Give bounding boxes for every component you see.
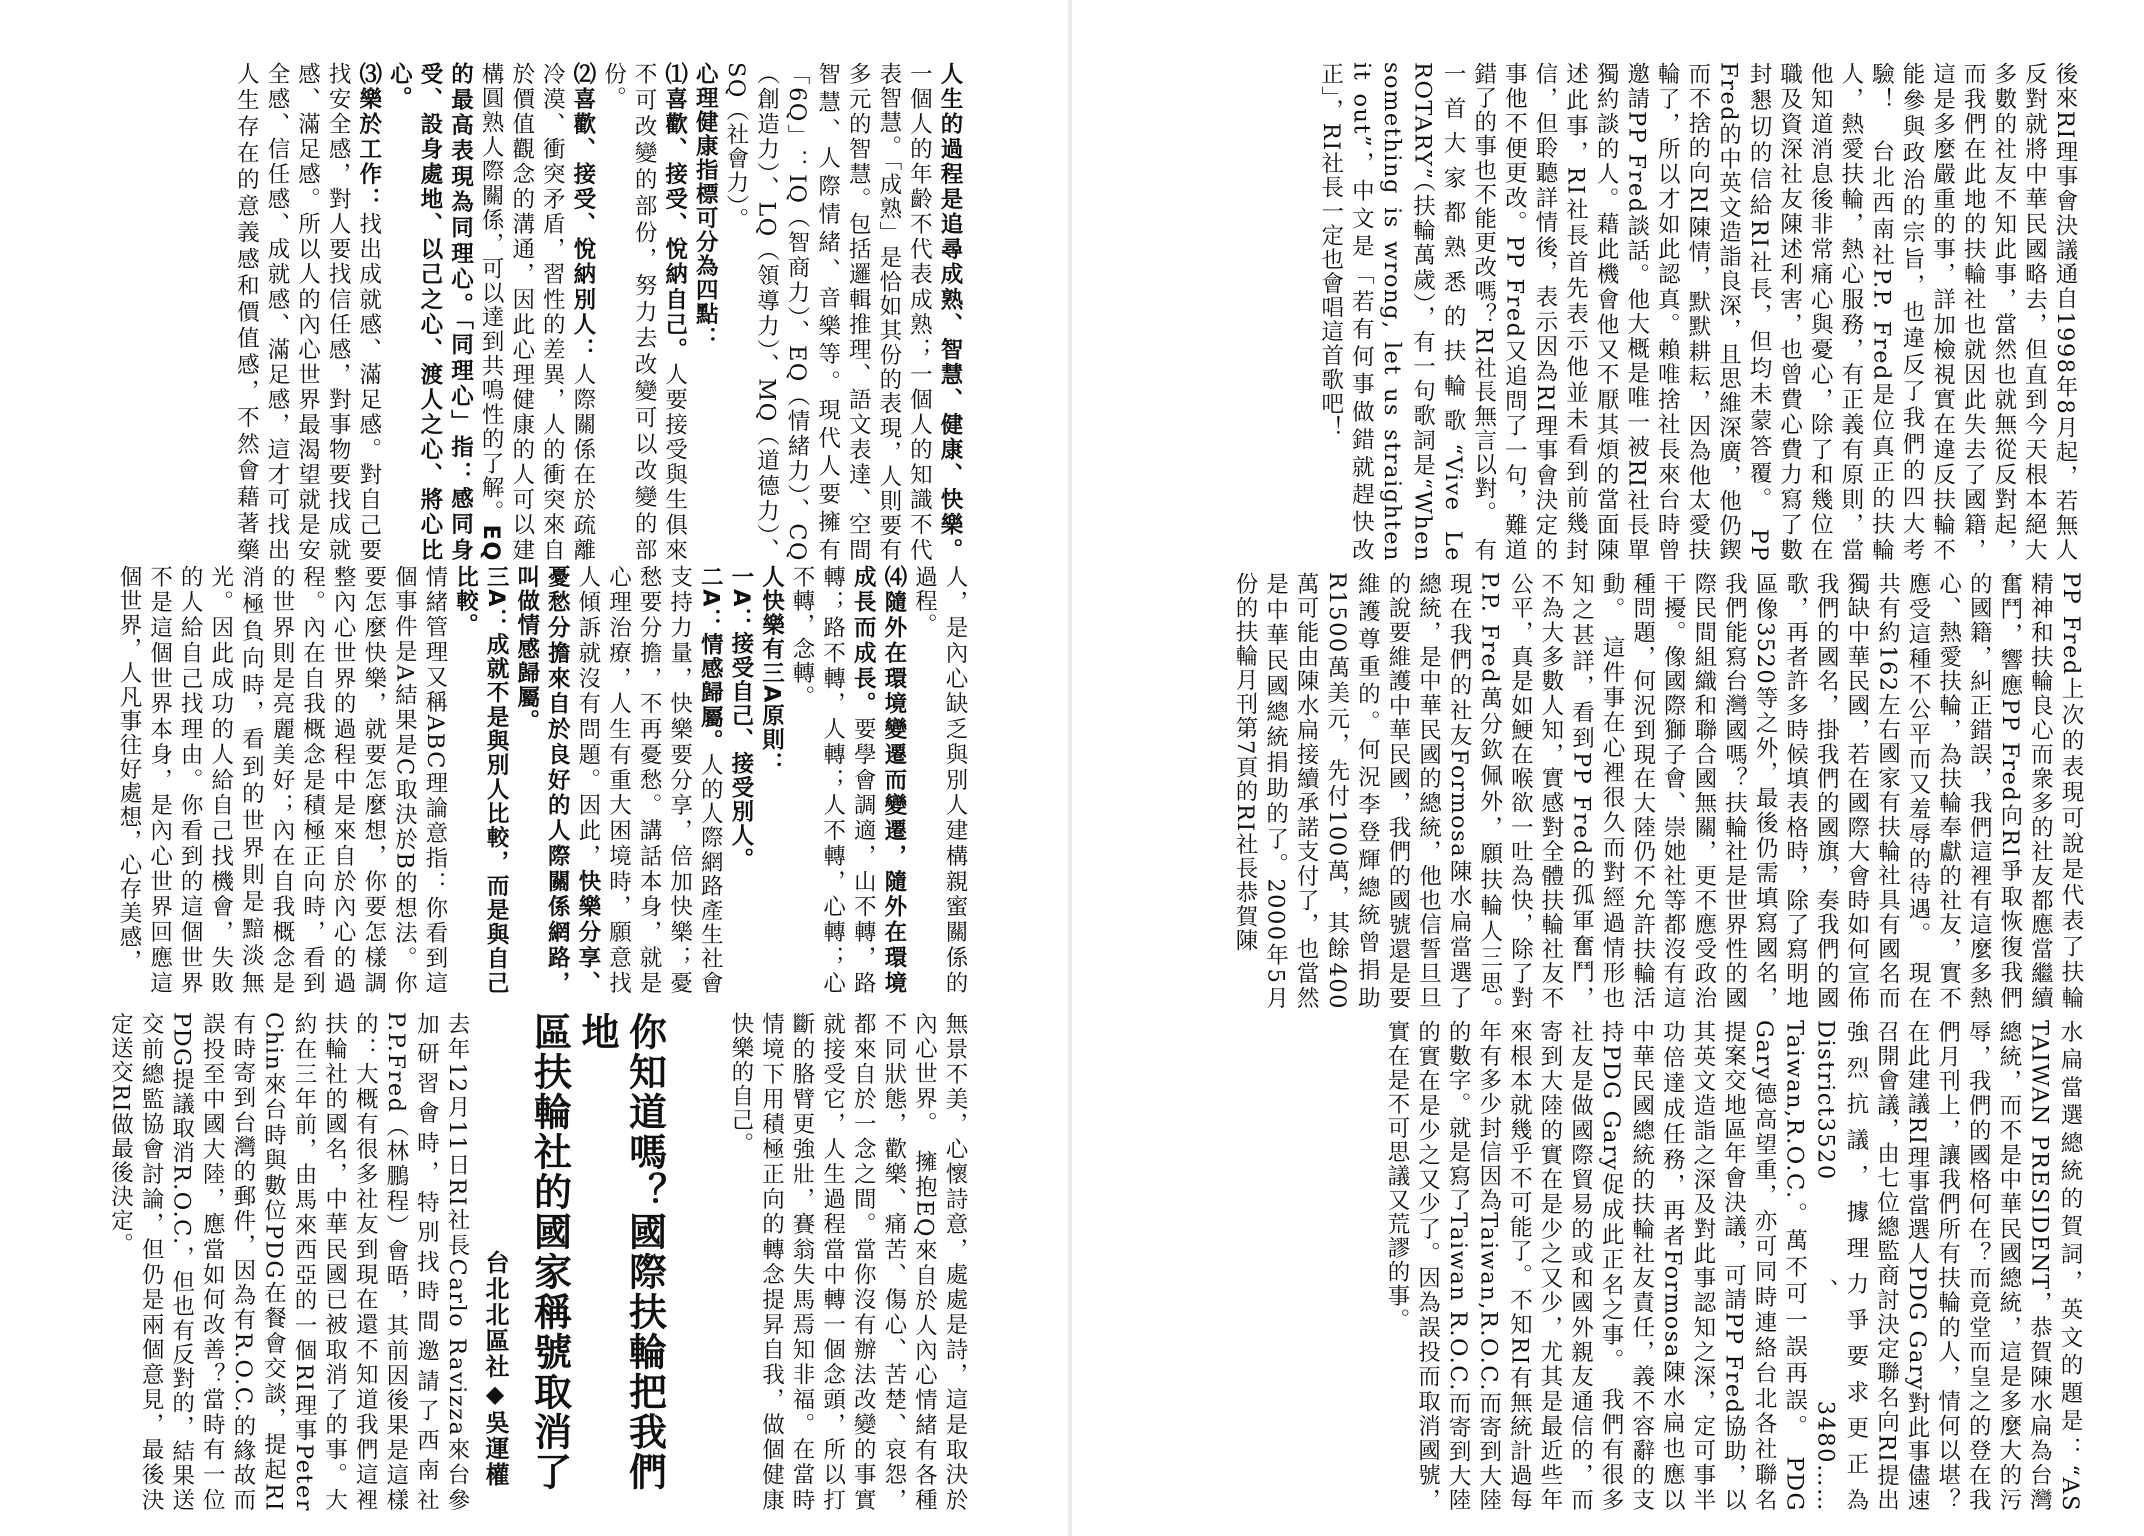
bottom-mid-text: 無景不美，心懷詩意，處處是詩，這是取決於內心世界。 擁抱EQ來自於人內心情緒有各種不同狀態，歡樂、痛苦、傷心、苦楚、哀怨，都來自於一念之間。當你沒有辦法改變的事實就接受它，人生過程當中轉一個念頭，所以打斷的胳臂更強壯，賽翁失馬焉知非福。在當時情境下用積極正向的轉念提昇自我，做個健康快樂的自己。 bbox=[727, 1012, 968, 1512]
point1-heading: ⑴喜歡、接受、悅納自己。 bbox=[661, 62, 688, 363]
right-bottom-text: 水扁當選總統的賀詞，英文的題是：“AS TAIWAN PRESIDENT，恭賀陳水扁為台灣總統，而不是中華民國總統，這是多麼大的污辱，我們的國格何在？而竟堂而皇之的登在我們月刊上，讓我們所有扶輪的人，情何以堪？ 在此建議RI理事當選人PDG Gary對此事儘速召開會議，由七位總監商討決定聯名向RI提出強烈抗議，據理力爭要求更正為District3520、3480……Taiwan,R.O.C.。萬不可一誤再誤。 PDG Gary德高望重，亦可同時連絡台北各社聯名提案交地區年會決議，可請PP Fred協助，以其英文造詣之深及對此事認知之深，定可事半功倍達成任務，再者Formosa陳水扁也應以中華民國總統的扶輪社友責任，義不容辭的支持PDG Gary促成此正名之事。 我們有很多社友是做國際貿易的或和國外親友通信的，而寄到大陸的實在是少之又少，尤其是最近些年來根本就幾乎不可能了。不知RI有無統計過每年有多少封信因為Taiwan,R.O.C.而寄到大陸的數字。就是寫了Taiwan R.O.C.而寄到大陸的實在是少之又少了。因為誤投而取消國號，實在是不可思議又荒謬的事。 bbox=[1383, 1020, 2083, 1512]
article-title-line-2: 區扶輪社的國家稱號取消了 bbox=[527, 1012, 572, 1492]
point3-para bbox=[230, 62, 384, 562]
emotion-abc-text: 情緒管理又稱ABC理論意指：你看到這個事件是A結果是C取決於B的想法。你要怎麼快樂，就要怎麼想，你要怎樣調整內心世界的過程中是來自於內心的過程。內在自我概念是積極正向時，看到的世界則是亮麗美好；內在自我概念是消極負向時，看到的世界則是黯淡無光。因此成功的人給自己找機會，失敗的人給自己找理由。你看到的這個世界不是這個世界本身，是內心世界回應這個世界，人凡事往好處想，心存美感， bbox=[115, 565, 448, 995]
point2-bold-text: EQ的最高表現為同理心。「同理心」指：感同身受、設身處地、以己之心、渡人之心、將心比心。 bbox=[386, 62, 505, 562]
point3-heading: ⑶樂於工作： bbox=[355, 62, 382, 213]
article-title bbox=[525, 1012, 668, 1512]
a2-heading: 二A：情感歸屬。 bbox=[697, 565, 724, 754]
point2-text: 人際關係在於疏離冷漠、衝突矛盾，習性的差異，人的衝突來自於價值觀念的溝通，因此心理健康的人可以建構圓熟人際關係，可以達到共鳴性的了解。 bbox=[478, 62, 596, 562]
left-bottom-mid-column bbox=[660, 1012, 970, 1512]
point2-heading: ⑵喜歡、接受、悅納別人： bbox=[569, 62, 596, 363]
right-top-text: 後來RI理事會決議通自1998年8月起，若無人反對就將中華民國略去，但直到今天根本絕大多數的社友不知此事，當然也就無從反對起，而我們在此地的扶輪社也就因此失去了國籍，這是多麼嚴重的事，詳加檢視實在違反扶輪不能參與政治的宗旨，也違反了我們的四大考驗！ 台北西南社P.P. Fred是位真正的扶輪人，熱愛扶輪，熱心服務，有正義有原則，當他知道消息後非常痛心與憂心，除了和幾位在職及資深社友陳述利害，也曾費心費力寫了數封懇切的信給RI社長，但均未蒙答覆。 PP Fred的中英文造詣良深，且思維深廣，他仍鍥而不捨的向RI陳情，默默耕耘，因為他太愛扶輪了，所以才如此認真。賴唯捨社長來台時曾邀請PP Fred談話。他大概是唯一被RI社長單獨約談的人。藉此機會他又不厭其煩的當面陳述此事，RI社長首先表示他並未看到前幾封信，但聆聽詳情後，表示因為RI理事會決定的事他不便更改。PP Fred又追問了一句，難道錯了的事也不能更改嗎？RI社長無言以對。 有一首大家都熟悉的扶輪歌“Vive Le ROTARY”（扶輪萬歲），有一句歌詞是“When something is wrong, let us straighten it out”，中文是「若有何事做錯就趕快改正」，RI社長一定也會唱這首歌吧！ bbox=[1317, 62, 2078, 562]
point1-text: 人要接受與生俱來不可改變的部份，努力去改變可以改變的部份。 bbox=[600, 62, 688, 562]
point4-heading: ⑷隨外在環境變遷而變遷，隨外在環境成長而成長。 bbox=[850, 565, 907, 995]
right-mid-text: PP Fred上次的表現可說是代表了扶輪精神和扶輪良心而衆多的社友都應當繼續奮鬥，響應PP Fred向RI爭取恢復我們的國籍，糾正錯誤，我們這裡有這麼多熱心、熱愛扶輪，為扶輪奉獻的社友，實不應受這種不公平而又羞辱的待遇。 現在共有約162左右國家有扶輪社具有國名而獨缺中華民國，若在國際大會時如何宣佈我們的國名，掛我們的國旗，奏我們的國歌，再者許多時候填表格時，除了寫明地區像3520等之外，最後仍需填寫國名，我們能寫台灣國嗎？扶輪社是世界性的國際民間組織和聯合國無關，更不應受政治干擾。像國際獅子會、崇她社等都沒有這種問題，何況到現在大陸仍不允許扶輪活動。 這件事在心裡很久而對經過情形也知之甚詳，看到PP Fred的孤軍奮鬥，不為大多數人知，實感對全體扶輪社友不公平，真是如鯁在喉欲一吐為快，除了對P.P. Fred萬分欽佩外，願扶輪人三思。 現在我們的社友Formosa陳水扁當選了總統，是中華民國的總統，他也信誓旦旦的說要維護中華民國，我們的國號還是要維護尊重的。何況李登輝總統曾捐助R1500萬美元，先付100萬，其餘400萬可能由陳水扁接續承諾支付了，也當然是中華民國總統捐助的了。2000年5月份的扶輪月刊第7頁的RI社長恭賀陳 bbox=[1231, 572, 2084, 1010]
point2-para bbox=[384, 62, 598, 562]
life-process-intro: 人生的過程是追尋成熟、智慧、健康、快樂。 bbox=[937, 62, 963, 562]
right-bottom-column bbox=[1255, 1020, 2085, 1512]
article-body-text: 去年12月11日RI社長Carlo Ravizza來台參加研習會時，特別找時間邀請了西南社P.P.Fred（林鵬程）會晤，其前因後果是這樣的：大概有很多社友到現在還不知道我們這裡扶輪社的國名，中華民國已被取消了的事。大約在三年前，由馬來西亞的一個RI理事Peter Chin來台時與數位PDG在餐會交談，提起RI有時寄到台灣的郵件，因為有R.O.C.的緣故而誤投至中國大陸，應當如何改善？當時有一位PDG提議取消R.O.C.，但也有反對的，結果送交前總監協會討論，但仍是兩個意見，最後決定送交RI做最後決定。 bbox=[107, 1012, 470, 1512]
right-top-column bbox=[1160, 62, 2080, 562]
point4-para bbox=[786, 565, 908, 995]
page-fold bbox=[1068, 0, 1072, 1536]
byline-text: 台北北區社◆吳運權 bbox=[481, 1250, 509, 1488]
a2-text: 人的人際網路產生社會支持力量，快樂要分享，倍加快樂；憂愁要分擔，不再憂愁。講話本身，就是心理治療，人生有重大困境時，願意找人傾訴就沒有問題。因此， bbox=[574, 565, 724, 995]
a3-heading: 三A：成就不是與別人比較，而是與自己比較。 bbox=[452, 565, 510, 995]
article-title-line-1: 你知道嗎？國際扶輪把我們地 bbox=[575, 1012, 667, 1492]
a2-bold-text: 快樂分享、憂愁分擔來自於良好的人際關係網路，叫做情感歸屬。 bbox=[513, 565, 601, 995]
point1-para bbox=[598, 62, 690, 562]
right-mid-column bbox=[1150, 572, 2086, 1010]
mid-intro-text: 人，是內心缺乏與別人建構親蜜關係的過程。 bbox=[911, 565, 968, 995]
left-top-column bbox=[230, 62, 965, 562]
life-process-text: 一個人的年齡不代表成熟；一個人的知識不代表智慧。「成熟」是恰如其份的表現，人則要有多元的智慧。包括邏輯推理、語文表達、空間智慧、人際情緒、音樂等。現代人要擁有「6Q」：IQ（智商力）、EQ（情緒力）、CQ（創造力）、LQ（領導力）、MQ（道德力）、SQ（社會力）。 bbox=[722, 62, 933, 562]
point4-text: 要學會調適，山不轉，路轉；路不轉，人轉；人不轉，心轉；心不轉，念轉。 bbox=[789, 565, 877, 995]
three-a-heading: 人快樂有三A原則： bbox=[758, 565, 785, 776]
life-process-para bbox=[720, 62, 965, 562]
left-mid-column bbox=[50, 565, 970, 995]
article-byline bbox=[478, 1250, 513, 1512]
health-heading: 心理健康指標可分為四點： bbox=[692, 62, 719, 350]
a1-text: 一A：接受自己、接受別人。 bbox=[727, 565, 754, 872]
a2-para bbox=[511, 565, 725, 995]
left-bottom-article-column bbox=[40, 1012, 472, 1512]
point3-text: 找出成就感、滿足感。對自己要找安全感，對人要找信任感，對事物要找成就感、滿足感。所以人的內心世界最渴望就是安全感、信任感、成就感、滿足感，這才可找出人生存在的意義感和價值感，不然會藉著藥 bbox=[233, 62, 382, 562]
